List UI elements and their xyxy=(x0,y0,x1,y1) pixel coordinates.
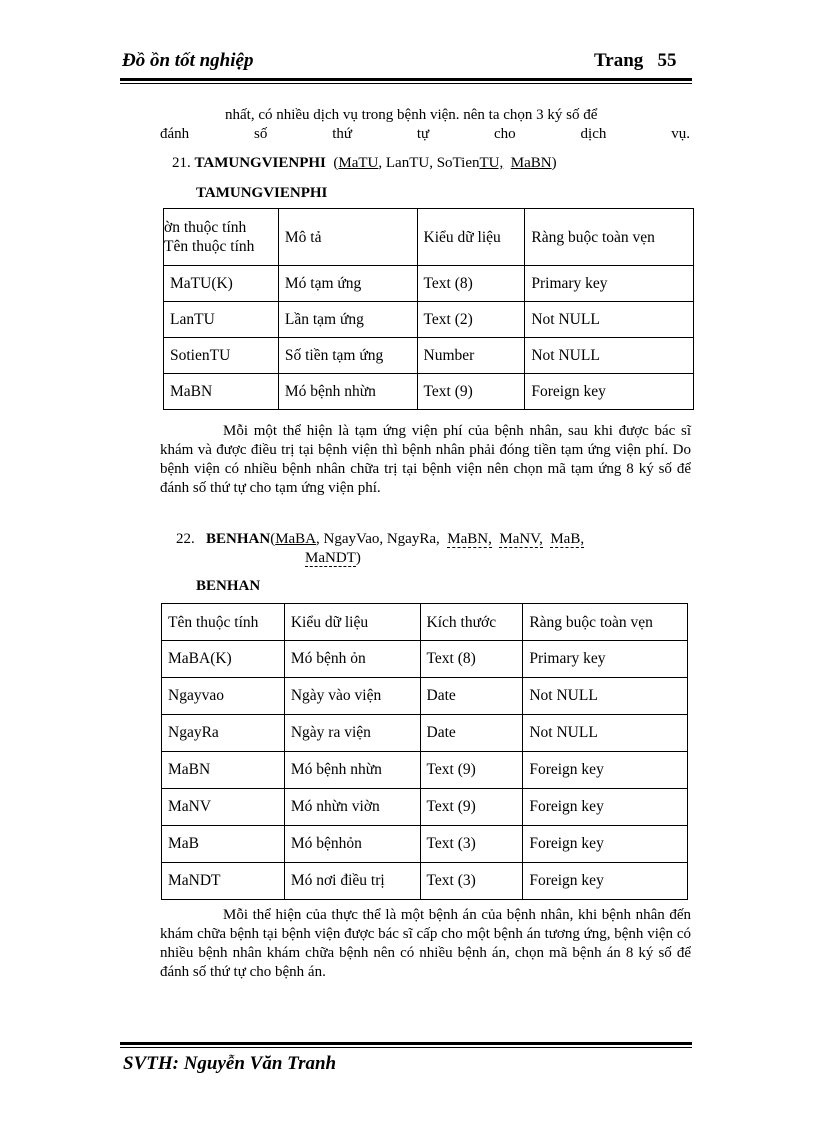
header-rule-thick xyxy=(120,78,692,81)
table-cell: Text (9) xyxy=(420,752,523,789)
foreign-key-attr: MaNV, xyxy=(499,531,543,547)
foreign-key-attr: MaBN xyxy=(510,155,552,171)
table-header-cell: Ràng buộc toàn vẹn xyxy=(523,604,688,641)
table-cell: Mó bệnh nhừn xyxy=(278,374,417,410)
table-cell: Not NULL xyxy=(525,302,694,338)
intro-word: thứ xyxy=(332,126,353,142)
table-cell: Text (3) xyxy=(420,826,523,863)
intro-word: tự xyxy=(416,126,430,142)
section-number: 21. xyxy=(172,155,191,171)
table-cell: Foreign key xyxy=(523,826,688,863)
footer-rule-thick xyxy=(120,1042,692,1045)
table-22-title: BENHAN xyxy=(196,578,261,594)
table-cell: Text (3) xyxy=(420,863,523,900)
page-label: Trang xyxy=(594,50,644,71)
table-cell: MaB xyxy=(162,826,285,863)
table-cell: Mó nơi điều trị xyxy=(284,863,420,900)
table-row xyxy=(162,678,688,715)
table-cell: Text (9) xyxy=(420,789,523,826)
paren-close: ) xyxy=(551,155,557,171)
table-cell: SotienTU xyxy=(164,338,279,374)
table-header-cell: Kiểu dữ liệu xyxy=(284,604,420,641)
attr-underlined: TU, xyxy=(479,155,504,171)
paren-close: ) xyxy=(355,550,361,566)
table-cell: Number xyxy=(417,338,525,374)
attr-list: , NgayVao, NgayRa, xyxy=(316,531,440,547)
table-row xyxy=(164,374,694,410)
table-cell: Số tiền tạm ứng xyxy=(278,338,417,374)
table-cell: Mó tạm ứng xyxy=(278,266,417,302)
page-number xyxy=(594,50,677,72)
table-header-cell: Tên thuộc tính xyxy=(162,604,285,641)
section-21-heading xyxy=(172,154,692,173)
table-row xyxy=(164,338,694,374)
table-header-cell: Ràng buộc toàn vẹn xyxy=(525,209,694,266)
table-cell: Primary key xyxy=(525,266,694,302)
header-title: Đồ ồn tốt nghiệp xyxy=(122,50,254,71)
footer-rule-thin xyxy=(120,1047,692,1048)
page-number-value: 55 xyxy=(657,50,677,71)
table-cell: Mó bệnh nhừn xyxy=(284,752,420,789)
table-cell: Date xyxy=(420,678,523,715)
table-cell: Mó nhừn viờn xyxy=(284,789,420,826)
section-22-heading xyxy=(176,530,691,549)
table-row xyxy=(162,752,688,789)
table-cell: Text (2) xyxy=(417,302,525,338)
table-cell: MaBN xyxy=(162,752,285,789)
intro-line-1: nhất, có nhiều dịch vụ trong bệnh viện. nên ta chọn 3 ký số để xyxy=(225,107,598,123)
intro-word: dịch xyxy=(580,126,607,142)
paren-open: ( xyxy=(270,531,276,547)
table-row xyxy=(164,302,694,338)
table-cell: MaNDT xyxy=(162,863,285,900)
table-21-title: TAMUNGVIENPHI xyxy=(196,185,328,201)
paragraph-22: Mỗi thể hiện của thực thể là một bệnh án của bệnh nhân, khi bệnh nhân đến khám chữa bệnh tại bệnh viện được bác sĩ cấp cho một bệnh án tương ứng, bệnh viện có nhiều bệnh nhân khám chữa bệnh nên có nhiều bệnh án, chọn mã bệnh án 8 ký số để đánh số thứ tự cho bệnh án. xyxy=(160,907,691,980)
intro-word: đánh xyxy=(160,126,190,142)
table-row xyxy=(162,715,688,752)
table-cell: MaBA(K) xyxy=(162,641,285,678)
table-cell: Text (9) xyxy=(417,374,525,410)
paren-open: ( xyxy=(333,155,339,171)
entity-name: BENHAN xyxy=(206,531,271,547)
table-cell: MaTU(K) xyxy=(164,266,279,302)
footer-author: SVTH: Nguyễn Văn Tranh xyxy=(123,1053,337,1074)
section-number: 22. xyxy=(176,531,195,547)
table-cell: Date xyxy=(420,715,523,752)
table-cell: Mó bệnhỏn xyxy=(284,826,420,863)
intro-word: số xyxy=(254,126,268,142)
primary-key-attr: MaTU xyxy=(338,155,379,171)
table-cell: Not NULL xyxy=(523,715,688,752)
table-cell: MaBN xyxy=(164,374,279,410)
table-cell: LanTU xyxy=(164,302,279,338)
intro-word: vụ. xyxy=(671,126,690,142)
table-cell: Lần tạm ứng xyxy=(278,302,417,338)
entity-name: TAMUNGVIENPHI xyxy=(194,155,326,171)
table-row xyxy=(162,789,688,826)
table-header-cell: Kích thước xyxy=(420,604,523,641)
table-cell: Ngayvao xyxy=(162,678,285,715)
table-cell: Text (8) xyxy=(417,266,525,302)
table-row xyxy=(164,266,694,302)
table-row xyxy=(162,641,688,678)
table-header-cell: Mô tả xyxy=(278,209,417,266)
table-cell: Mó bệnh ỏn xyxy=(284,641,420,678)
table-cell: MaNV xyxy=(162,789,285,826)
table-cell: Ngày vào viện xyxy=(284,678,420,715)
table-header-row xyxy=(162,604,688,641)
table-cell: Text (8) xyxy=(420,641,523,678)
table-cell: Not NULL xyxy=(525,338,694,374)
intro-word: cho xyxy=(494,126,516,142)
table-cell: NgayRa xyxy=(162,715,285,752)
table-cell: Foreign key xyxy=(523,863,688,900)
table-cell: Not NULL xyxy=(523,678,688,715)
table-header-row xyxy=(164,209,694,266)
foreign-key-attr: MaNDT xyxy=(305,550,356,566)
table-tamungvienphi xyxy=(163,208,694,410)
table-cell: Foreign key xyxy=(523,789,688,826)
table-row xyxy=(162,863,688,900)
primary-key-attr: MaBA xyxy=(275,531,317,547)
table-benhan xyxy=(161,603,688,900)
foreign-key-attr: MaBN, xyxy=(447,531,492,547)
attr-list: , LanTU, SoTien xyxy=(378,155,480,171)
table-header-cell: Kiểu dữ liệu xyxy=(417,209,525,266)
table-row xyxy=(162,826,688,863)
table-cell: Ngày ra viện xyxy=(284,715,420,752)
table-cell: Foreign key xyxy=(523,752,688,789)
foreign-key-attr: MaB, xyxy=(550,531,585,547)
table-cell: Foreign key xyxy=(525,374,694,410)
paragraph-21: Mỗi một thể hiện là tạm ứng viện phí của bệnh nhân, sau khi được bác sĩ khám và được điều trị tại bệnh viện thì bệnh nhân phải đóng tiền tạm ứng viện phí. Do bệnh viện có nhiều bệnh nhân chữa trị tại bệnh viện nên chọn mã tạm ứng 8 ký số để đánh số thứ tự cho tạm ứng viện phí. xyxy=(160,423,691,496)
table-header-cell: ờn thuộc tính Tên thuộc tính xyxy=(164,209,279,266)
table-cell: Primary key xyxy=(523,641,688,678)
header-rule-thin xyxy=(120,83,692,84)
intro-line-2 xyxy=(160,125,690,144)
section-22-heading-cont xyxy=(305,549,361,568)
